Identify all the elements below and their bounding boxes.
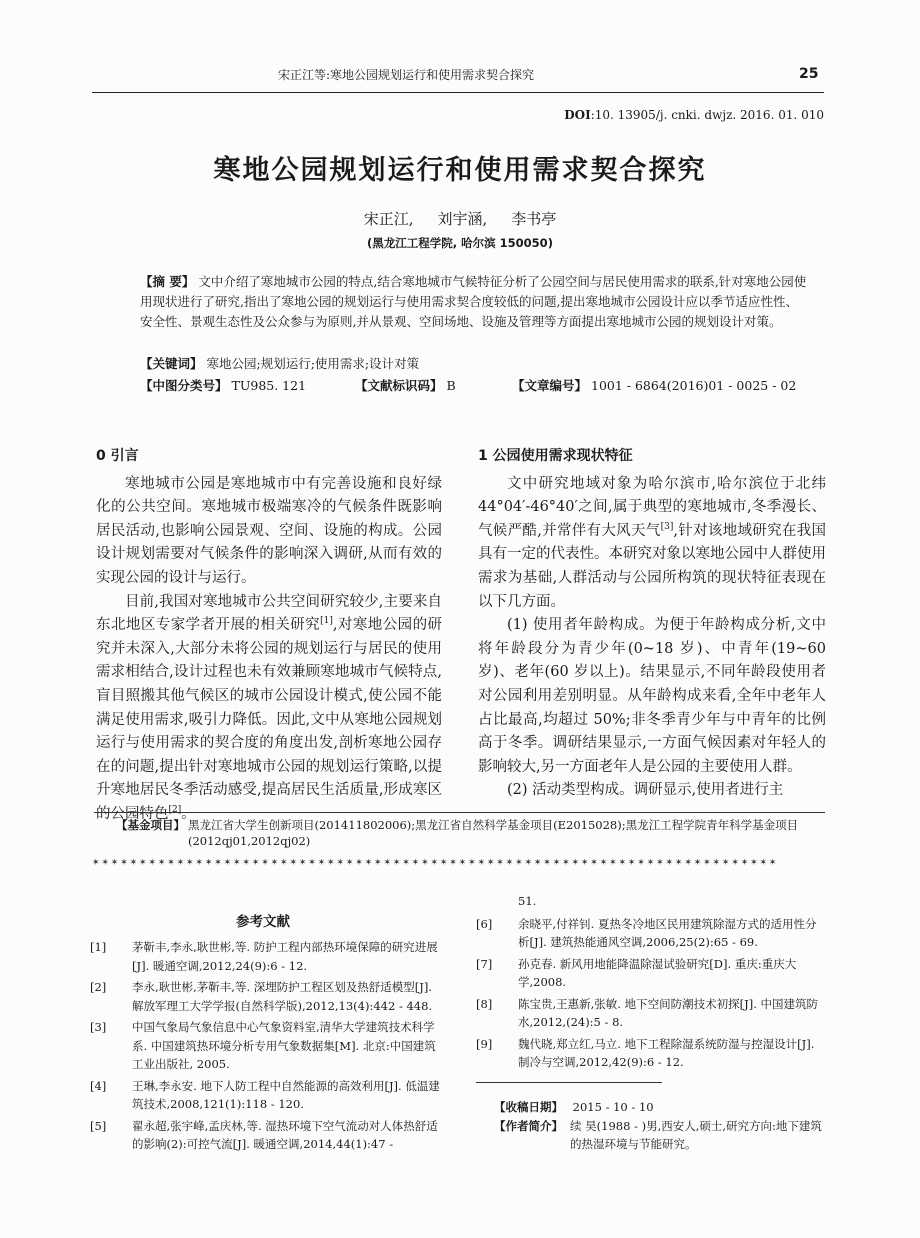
doc-code-value: B [446, 378, 456, 393]
doc-code [355, 376, 456, 396]
received-rule [476, 1082, 662, 1083]
clc-label: 【中图分类号】 [140, 378, 228, 393]
doi-label: DOI [564, 108, 591, 122]
running-head: 宋正江等:寒地公园规划运行和使用需求契合探究 [278, 68, 535, 82]
reference-text: 中国气象局气象信息中心气象资料室,清华大学建筑技术科学系. 中国建筑热环境分析专用气象数据集[M]. 北京:中国建筑工业出版社, 2005. [132, 1020, 436, 1071]
reference-number: [4] [90, 1078, 107, 1093]
paragraph-text: ,针对该地域研究在我国具有一定的代表性。本研究对象以寒地公园中人群使用需求为基础,人群活动与公园所构筑的现状特征表现在以下几方面。 [478, 522, 827, 610]
references-title: 参考文献 [236, 914, 290, 930]
paragraph-text: 目前,我国对寒地城市公共空间研究较少,主要来自东北地区专家学者开展的相关研究 [96, 593, 442, 634]
reference-item [90, 938, 442, 975]
reference-number: [3] [90, 1020, 107, 1034]
left-column [96, 445, 442, 827]
paragraph: 寒地城市公园是寒地城市中有完善设施和良好绿化的公共空间。寒地城市极端寒冷的气候条件既影响居民活动,也影响公园景观、空间、设施的构成。公园设计规划需要对气候条件的影响深入调研,从而有效的实现公园的设计与运行。 [96, 475, 442, 586]
citation: [3] [660, 521, 674, 532]
page-number: 25 [799, 66, 819, 82]
paragraph [96, 591, 442, 827]
paragraph-text: ,对寒地公园的研究并未深入,大部分未将公园的规划运行与居民的使用需求相结合,设计过程也未有效兼顾寒地城市气候特点,盲目照搬其他气候区的城市公园设计模式,使公园不能满足使用需求,吸引力降低。因此,文中从寒地公园规划运行与使用需求的契合度的角度出发,剖析寒地公园存在的问题,提出针对寒地城市公园的规划运行策略,以提升寒地居民冬季活动感受,提高居民生活质量,形成寒区的公园特色 [96, 617, 443, 822]
author-2: 刘宇涵, [437, 210, 488, 228]
affiliation: (黑龙江工程学院, 哈尔滨 150050) [367, 236, 553, 250]
doi [564, 108, 824, 122]
author-bio [494, 1117, 826, 1153]
section-1-title: 1 公园使用需求现状特征 [478, 448, 633, 464]
keywords-text: 寒地公园;规划运行;使用需求;设计对策 [206, 356, 420, 371]
reference-item [90, 1077, 442, 1114]
header-rule [92, 92, 824, 93]
right-column [478, 445, 826, 803]
received-value: 2015 - 10 - 10 [572, 1100, 654, 1114]
reference-text: 王琳,李永安. 地下人防工程中自然能源的高效利用[J]. 低温建筑技术,2008,121(1):118 - 120. [132, 1078, 440, 1111]
article-number-value: 1001 - 6864(2016)01 - 0025 - 02 [591, 378, 797, 393]
reference-number: [6] [476, 916, 493, 931]
citation: [2] [168, 805, 182, 816]
references-left [90, 938, 442, 1157]
reference-continuation: 51. [518, 894, 537, 908]
doi-value: :10. 13905/j. cnki. dwjz. 2016. 01. 010 [590, 108, 824, 122]
reference-number: [8] [476, 996, 493, 1011]
author-bio-text: 续 昊(1988 - )男,西安人,硕士,研究方向:地下建筑的热湿环境与节能研究。 [570, 1119, 822, 1151]
reference-item [90, 1117, 442, 1154]
doc-code-label: 【文献标识码】 [355, 378, 443, 393]
clc-number [140, 376, 306, 396]
reference-item [90, 978, 442, 1015]
funding-label: 【基金项目】 [116, 818, 185, 832]
reference-text: 余晓平,付祥钊. 夏热冬冷地区民用建筑除湿方式的适用性分析[J]. 建筑热能通风空调,2006,25(2):65 - 69. [518, 916, 817, 949]
keywords [140, 354, 810, 374]
reference-number: [5] [90, 1118, 107, 1133]
author-bio-label: 【作者简介】 [494, 1119, 563, 1133]
reference-item [476, 955, 826, 992]
reference-text: 李永,耿世彬,茅靳丰,等. 深埋防护工程区划及热舒适模型[J]. 解放军理工大学学报(自然科学版),2012,13(4):442 - 448. [132, 980, 433, 1013]
reference-item [476, 995, 826, 1032]
article-number-label: 【文章编号】 [512, 378, 588, 393]
reference-text: 茅靳丰,李永,耿世彬,等. 防护工程内部热环境保障的研究进展[J]. 暖通空调,2012,24(9):6 - 12. [132, 940, 438, 973]
reference-item [476, 1035, 826, 1072]
author-1: 宋正江, [363, 210, 414, 228]
reference-item [476, 915, 826, 952]
author-3: 李书亭 [511, 210, 557, 228]
paragraph: (1) 使用者年龄构成。为便于年龄构成分析,文中将年龄段分为青少年(0~18 岁)、中青年(19~60 岁)、老年(60 岁以上)。结果显示,不同年龄段使用者对公园利用差别明显。从年龄构成来看,全年中老年人占比最高,均超过 50%;非冬季青少年与中青年的比例高于冬季。调研结果显示,一方面气候因素对年轻人的影响较大,另一方面老年人是公园的主要使用人群。 [478, 617, 826, 775]
abstract-label: 【摘 要】 [140, 274, 195, 289]
reference-number: [9] [476, 1036, 493, 1051]
paragraph-text: 。 [181, 805, 196, 822]
reference-number: [2] [90, 980, 107, 994]
article-title: 寒地公园规划运行和使用需求契合探究 [213, 155, 707, 186]
paragraph [478, 473, 826, 615]
funding [116, 817, 826, 849]
paragraph-text: 文中研究地域对象为哈尔滨市,哈尔滨位于北纬44°04′-46°40′之间,属于典型的寒地城市,冬季漫长、气候严酷,并常伴有大风天气 [478, 475, 826, 539]
abstract-text: 文中介绍了寒地城市公园的特点,结合寒地城市气候特征分析了公园空间与居民使用需求的联系,针对寒地公园使用现状进行了研究,指出了寒地公园的规划运行与使用需求契合度较低的问题,提出寒地城市公园设计应以季节适应性性、安全性、景观生态性及公众参与为原则,并从景观、空间场地、设施及管理等方面提出寒地城市公园的规划设计对策。 [140, 274, 807, 329]
received-label: 【收稿日期】 [494, 1100, 563, 1114]
keywords-label: 【关键词】 [140, 356, 203, 371]
paragraph: (2) 活动类型构成。调研显示,使用者进行主 [507, 782, 784, 799]
funding-text: 黑龙江省大学生创新项目(201411802006);黑龙江省自然科学基金项目(E2015028);黑龙江工程学院青年科学基金项目(2012qj01,2012qj02) [188, 818, 799, 848]
reference-text: 孙克春. 新风用地能降温除湿试验研究[D]. 重庆:重庆大学,2008. [518, 956, 797, 989]
reference-text: 陈宝贵,王惠新,张敏. 地下空间防潮技术初探[J]. 中国建筑防水,2012,(24):5 - 8. [518, 996, 819, 1029]
ornamental-divider: ✶ ✶ ✶ ✶ ✶ ✶ ✶ ✶ ✶ ✶ ✶ ✶ ✶ ✶ ✶ ✶ ✶ ✶ ✶ ✶ ✶ ✶ ✶ ✶ ✶ ✶ ✶ ✶ ✶ ✶ ✶ ✶ ✶ ✶ ✶ ✶ ✶ ✶ ✶ ✶ ✶ ✶ ✶ ✶ ✶ ✶ ✶ ✶ ✶ ✶ ✶ ✶ ✶ ✶ ✶ ✶ ✶ ✶ ✶ ✶ ✶ ✶ ✶ ✶ ✶ ✶ ✶ ✶ ✶ ✶ ✶ ✶ ✶ [92, 858, 776, 868]
references-right [476, 892, 826, 1075]
article-number [512, 376, 796, 396]
authors [0, 208, 920, 229]
section-0-title: 0 引言 [96, 448, 139, 464]
clc-value: TU985. 121 [231, 378, 307, 393]
reference-text: 魏代晓,郑立红,马立. 地下工程除湿系统防湿与控湿设计[J]. 制冷与空调,2012,42(9):6 - 12. [518, 1036, 815, 1069]
abstract [140, 272, 810, 332]
reference-number: [1] [90, 940, 107, 954]
received-date [494, 1098, 654, 1116]
reference-text: 翟永超,张宇峰,孟庆林,等. 湿热环境下空气流动对人体热舒适的影响(2):可控气流[J]. 暖通空调,2014,44(1):47 - [132, 1118, 438, 1151]
funding-rule [94, 812, 825, 813]
citation: [1] [320, 616, 333, 627]
reference-number: [7] [476, 956, 493, 971]
reference-item [90, 1018, 442, 1074]
